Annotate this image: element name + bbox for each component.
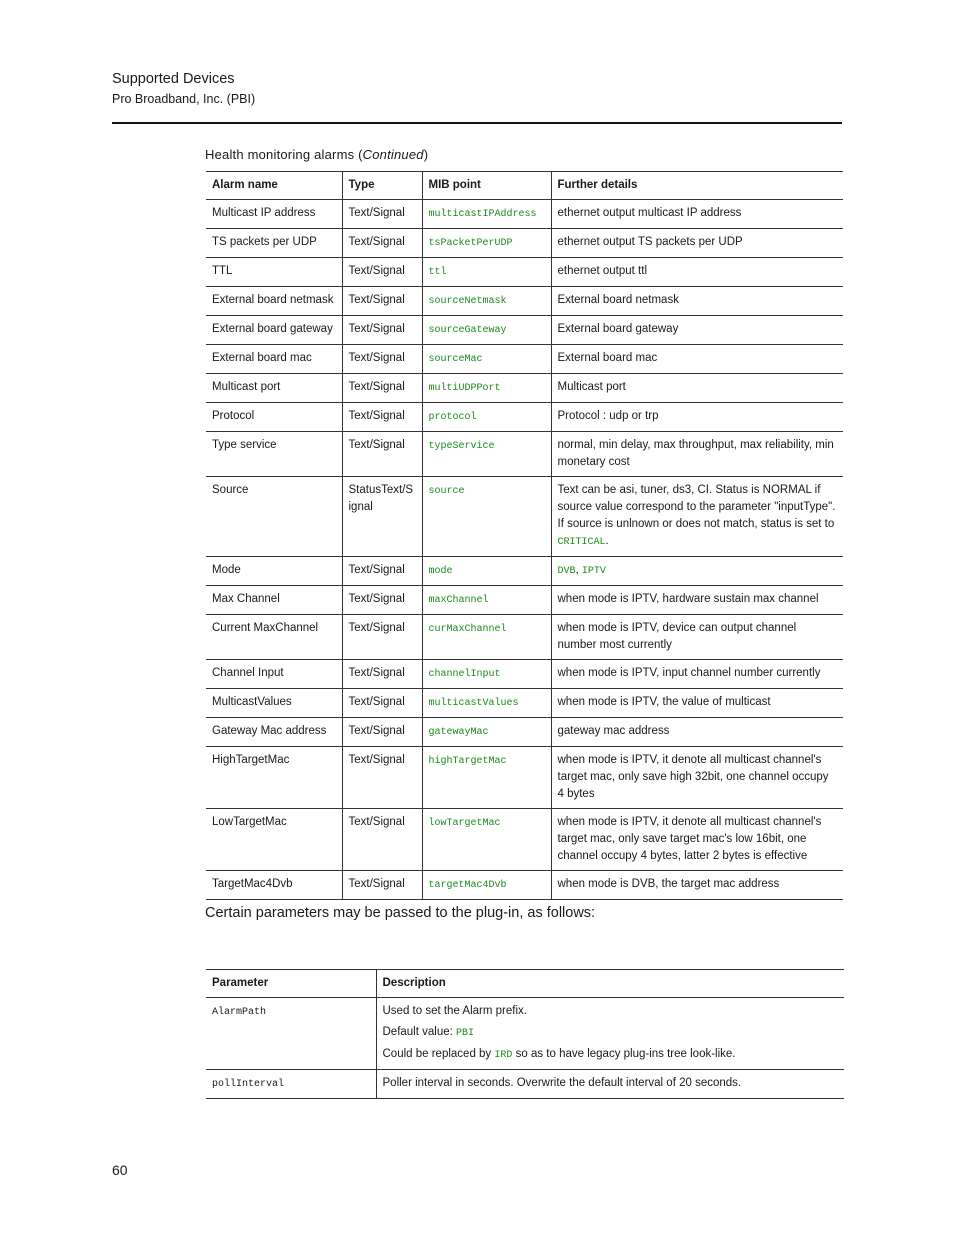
mib-point	[422, 747, 551, 809]
replace-prefix: Could be replaced by	[382, 1048, 495, 1060]
alarms-table	[206, 171, 843, 900]
alarm-name: External board netmask	[206, 287, 342, 316]
alarm-name: Protocol	[206, 403, 342, 432]
mib-code: multicastIPAddress	[428, 209, 537, 220]
alarm-name: Gateway Mac address	[206, 718, 342, 747]
mib-point	[422, 477, 551, 557]
col-description: Description	[376, 970, 844, 998]
mib-point	[422, 718, 551, 747]
page-number: 60	[112, 1162, 128, 1178]
table-row	[206, 557, 843, 586]
mib-point	[422, 689, 551, 718]
mib-code: multicastValues	[428, 698, 519, 709]
alarm-type: Text/Signal	[342, 229, 422, 258]
parameter-code: AlarmPath	[212, 1007, 267, 1018]
alarm-name: External board mac	[206, 345, 342, 374]
details-text: Text can be asi, tuner, ds3, CI. Status is NORMAL if source value correspond to the parameter "inputType". If source is unlnown or does not match, status is set to	[557, 484, 836, 530]
table-row	[206, 432, 843, 477]
mib-code: tsPacketPerUDP	[428, 238, 513, 249]
default-label: Default value:	[382, 1026, 457, 1038]
table-row	[206, 871, 843, 900]
mib-code: multiUDPPort	[428, 383, 501, 394]
table-row	[206, 718, 843, 747]
details-end: .	[605, 535, 609, 547]
table-row	[206, 747, 843, 809]
col-further-details: Further details	[551, 172, 843, 200]
alarm-details	[551, 477, 843, 557]
mib-point	[422, 557, 551, 586]
caption-text: Health monitoring alarms	[205, 147, 355, 162]
section-subtitle: Pro Broadband, Inc. (PBI)	[112, 92, 256, 106]
alarm-name: TTL	[206, 258, 342, 287]
mib-code: highTargetMac	[428, 756, 507, 767]
replace-code: IRD	[494, 1050, 513, 1061]
alarm-type: Text/Signal	[342, 586, 422, 615]
col-parameter: Parameter	[206, 970, 376, 998]
table-row	[206, 1070, 844, 1099]
alarm-type: Text/Signal	[342, 660, 422, 689]
alarm-name: Mode	[206, 557, 342, 586]
alarm-type: Text/Signal	[342, 871, 422, 900]
alarm-type: Text/Signal	[342, 200, 422, 229]
table-row	[206, 689, 843, 718]
alarm-type: Text/Signal	[342, 557, 422, 586]
mib-point	[422, 374, 551, 403]
mib-code: sourceNetmask	[428, 296, 507, 307]
mib-point	[422, 586, 551, 615]
table-row	[206, 615, 843, 660]
mib-point	[422, 403, 551, 432]
col-mib-point: MIB point	[422, 172, 551, 200]
mib-code: lowTargetMac	[428, 818, 501, 829]
description-line: Used to set the Alarm prefix.	[382, 1005, 527, 1017]
table-row	[206, 660, 843, 689]
alarm-name: External board gateway	[206, 316, 342, 345]
mib-code: protocol	[428, 412, 477, 423]
mib-code: typeService	[428, 441, 495, 452]
alarm-details: when mode is IPTV, input channel number currently	[551, 660, 843, 689]
mib-point	[422, 287, 551, 316]
alarm-details: when mode is IPTV, device can output channel number most currently	[551, 615, 843, 660]
alarm-name: TargetMac4Dvb	[206, 871, 342, 900]
alarm-type: Text/Signal	[342, 287, 422, 316]
mib-code: curMaxChannel	[428, 624, 507, 635]
mib-code: maxChannel	[428, 595, 489, 606]
mib-code: channelInput	[428, 669, 501, 680]
alarm-name: LowTargetMac	[206, 809, 342, 871]
alarm-name: TS packets per UDP	[206, 229, 342, 258]
alarm-details: External board gateway	[551, 316, 843, 345]
mib-point	[422, 660, 551, 689]
col-alarm-name: Alarm name	[206, 172, 342, 200]
section-title: Supported Devices	[112, 71, 235, 87]
description-line	[383, 1046, 839, 1064]
table-row	[206, 477, 843, 557]
alarm-details: when mode is IPTV, it denote all multicast channel's target mac, only save target mac's low 16bit, one channel occupy 4 bytes, latter 2 bytes is effective	[551, 809, 843, 871]
mib-code: targetMac4Dvb	[428, 880, 507, 891]
mib-point	[422, 316, 551, 345]
table-header-row	[206, 172, 843, 200]
alarm-type: Text/Signal	[342, 374, 422, 403]
alarm-name: Source	[206, 477, 342, 557]
mib-point	[422, 200, 551, 229]
mib-code: gatewayMac	[428, 727, 489, 738]
alarm-type: Text/Signal	[342, 747, 422, 809]
table-row	[206, 586, 843, 615]
parameter-description	[376, 998, 844, 1070]
alarm-type: Text/Signal	[342, 432, 422, 477]
mib-point	[422, 258, 551, 287]
alarm-type: StatusText/Signal	[342, 477, 422, 557]
alarm-type: Text/Signal	[342, 345, 422, 374]
alarm-name: Current MaxChannel	[206, 615, 342, 660]
table-row	[206, 809, 843, 871]
details-code: IPTV	[581, 566, 606, 577]
alarm-name: MulticastValues	[206, 689, 342, 718]
alarm-type: Text/Signal	[342, 403, 422, 432]
alarm-details: when mode is DVB, the target mac address	[551, 871, 843, 900]
replace-suffix: so as to have legacy plug-ins tree look-like.	[512, 1048, 736, 1060]
alarm-name: Multicast IP address	[206, 200, 342, 229]
parameter-description: Poller interval in seconds. Overwrite the default interval of 20 seconds.	[376, 1070, 844, 1099]
caption-continued: Continued	[362, 147, 424, 162]
mib-code: mode	[428, 566, 453, 577]
alarm-details	[551, 557, 843, 586]
header-divider	[112, 122, 842, 124]
parameter-code: pollInterval	[212, 1079, 285, 1090]
mib-code: sourceMac	[428, 354, 483, 365]
alarm-type: Text/Signal	[342, 689, 422, 718]
alarm-details: ethernet output multicast IP address	[551, 200, 843, 229]
alarm-type: Text/Signal	[342, 718, 422, 747]
mib-point	[422, 809, 551, 871]
mib-point	[422, 871, 551, 900]
table-row	[206, 403, 843, 432]
default-code: PBI	[456, 1028, 475, 1039]
mib-code: ttl	[428, 267, 447, 278]
alarm-type: Text/Signal	[342, 316, 422, 345]
alarm-type: Text/Signal	[342, 258, 422, 287]
parameter-name	[206, 998, 376, 1070]
table-row	[206, 229, 843, 258]
alarm-name: HighTargetMac	[206, 747, 342, 809]
mib-point	[422, 432, 551, 477]
parameter-name	[206, 1070, 376, 1099]
alarm-type: Text/Signal	[342, 615, 422, 660]
alarm-details: External board mac	[551, 345, 843, 374]
alarm-details: External board netmask	[551, 287, 843, 316]
mib-code: source	[428, 486, 465, 497]
alarm-name: Multicast port	[206, 374, 342, 403]
alarm-details: Multicast port	[551, 374, 843, 403]
table-row	[206, 316, 843, 345]
alarm-name: Max Channel	[206, 586, 342, 615]
col-type: Type	[342, 172, 422, 200]
details-code: DVB	[557, 566, 576, 577]
alarm-details: gateway mac address	[551, 718, 843, 747]
alarm-name: Channel Input	[206, 660, 342, 689]
table-header-row	[206, 970, 844, 998]
parameters-table	[206, 969, 844, 1099]
table-row	[206, 345, 843, 374]
alarm-details: ethernet output TS packets per UDP	[551, 229, 843, 258]
table-row	[206, 200, 843, 229]
details-code: CRITICAL	[557, 537, 606, 548]
mib-point	[422, 229, 551, 258]
table-row	[206, 998, 844, 1070]
alarm-details: Protocol : udp or trp	[551, 403, 843, 432]
mib-point	[422, 615, 551, 660]
alarm-details: when mode is IPTV, it denote all multicast channel's target mac, only save high 32bit, one channel occupy 4 bytes	[551, 747, 843, 809]
table-row	[206, 258, 843, 287]
table-row	[206, 287, 843, 316]
table-caption: Health monitoring alarms (Continued)	[205, 147, 429, 162]
table-row	[206, 374, 843, 403]
parameters-intro: Certain parameters may be passed to the plug-in, as follows:	[205, 905, 596, 921]
mib-code: sourceGateway	[428, 325, 507, 336]
details-separator: ,	[575, 564, 582, 576]
alarm-details: when mode is IPTV, the value of multicast	[551, 689, 843, 718]
alarm-details: ethernet output ttl	[551, 258, 843, 287]
alarm-name: Type service	[206, 432, 342, 477]
alarm-type: Text/Signal	[342, 809, 422, 871]
description-line	[383, 1024, 839, 1042]
alarm-details: when mode is IPTV, hardware sustain max channel	[551, 586, 843, 615]
alarm-details: normal, min delay, max throughput, max reliability, min monetary cost	[551, 432, 843, 477]
mib-point	[422, 345, 551, 374]
